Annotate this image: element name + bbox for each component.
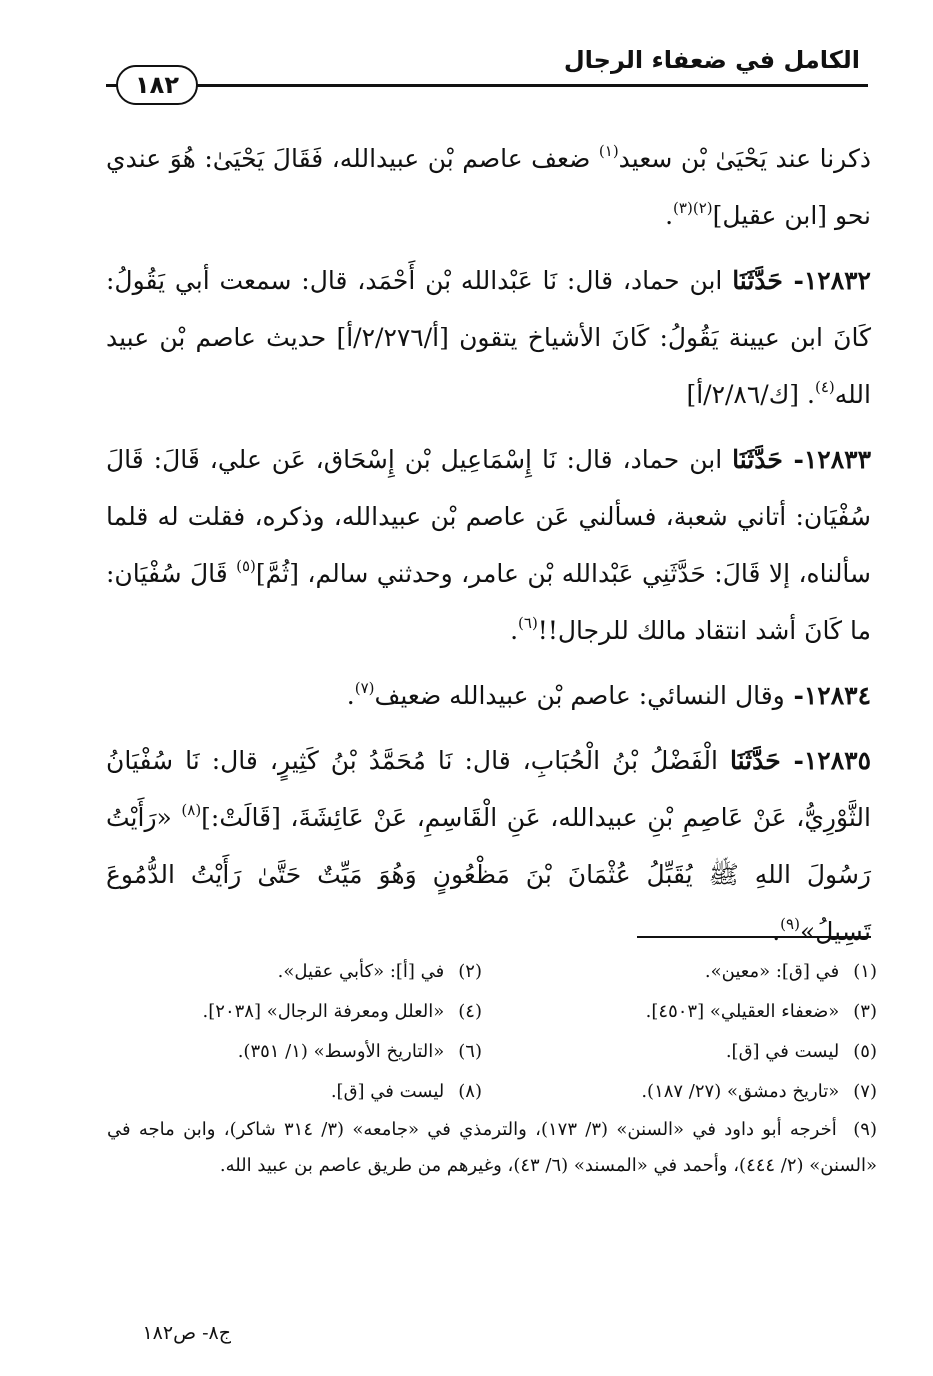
paragraph-text: وقال النسائي: عاصم بْن عبيدالله ضعيف [374,681,785,710]
footnote-item [502,1032,877,1072]
header-rule [106,84,868,87]
paragraph-text: . [772,917,781,946]
footnote-number: (٨) [458,1081,482,1102]
footnote-item [107,952,482,992]
paragraph-text: . [ك/٢/٨٦/أ] [686,380,815,409]
footnote-text: في [ق]: «معين». [704,961,840,982]
paragraph-text: ذكرنا عند يَحْيَىٰ بْن سعيد [618,144,871,173]
paragraph-text: قَالَ سُفْيَان: ما كَانَ أشد انتقاد مالك للرجال!! [106,559,871,645]
paragraph-text: «رَأَيْتُ رَسُولَ اللهِ ﷺ يُقَبِّلُ عُثْمَانَ بْنَ مَظْعُونٍ وَهُوَ مَيِّتٌ حَتَّىٰ رَأَيْتُ الدُّمُوعَ تَسِيلُ» [106,803,871,946]
footnote-text: «العلل ومعرفة الرجال» [٢٠٣٨]. [202,1001,445,1022]
footnote-number: (٥) [853,1041,877,1062]
hadith-12832 [106,252,871,423]
paragraph-text: ضعف عاصم بْن عبيدالله، فَقَالَ يَحْيَىٰ: هُوَ عندي نحو [ابن عقيل] [106,144,871,230]
hadith-number: ١٢٨٣٥- [780,746,871,775]
footnote-text: في [أ]: «كأبي عقيل». [277,961,445,982]
footnote-item [502,952,877,992]
hadith-12835 [106,732,871,960]
paragraph-text: الْفَضْلُ بْنُ الْحُبَابِ، قال: نَا مُحَمَّدُ بْنُ كَثِيرٍ، قال: نَا سُفْيَانُ الثَّوْرِيُّ، عَنْ عَاصِمِ بْنِ عبيدالله، عَنِ الْقَاسِمِ، عَنْ عَائِشَةَ، [قَالَتْ:] [106,746,871,832]
footnote-item [502,992,877,1032]
hadith-number: ١٢٨٣٤- [784,681,871,710]
hadathana-word: حَدَّثَنَا [732,266,783,295]
paragraph-text: ابن حماد، قال: نَا إِسْمَاعِيل بْن إِسْحَاق، عَن علي، قَالَ: قَالَ سُفْيَان: أتاني شعبة، فسألني عَن عاصم بْن عبيدالله، وذكره، فقلت له قلما سألناه، إلا قَالَ: حَدَّثَنِي عَبْدالله بْن عامر، وحدثني سالم، [ثُمَّ] [106,445,871,588]
main-text [106,130,871,968]
footnote-item [107,992,482,1032]
hadathana-word: حَدَّثَنَا [730,746,781,775]
hadith-number: ١٢٨٣٣- [782,445,871,474]
footnote-item [107,1072,482,1112]
footnote-text: «تاريخ دمشق» (٢٧/ ١٨٧). [641,1081,840,1102]
running-title: الكامل في ضعفاء الرجال [563,46,860,74]
footnote-ref[interactable]: (٧) [354,679,375,697]
footnote-text: أخرجه أبو داود في «السنن» (٣/ ١٧٣)، والترمذي في «جامعه» (٣/ ٣١٤ شاكر)، وابن ماجه في «السنن» (٢/ ٤٤٤)، وأحمد في «المسند» (٦/ ٤٣)، وغيرهم من طريق عاصم بن عبيد الله. [107,1119,877,1176]
page-number-badge: ١٨٢ [116,65,198,105]
footnote-text: «ضعفاء العقيلي» [٤٥٠٣]. [645,1001,840,1022]
footnote-number: (٣) [853,1001,877,1022]
footnote-text: ليست في [ق]. [725,1041,840,1062]
footnote-ref[interactable]: (٢)(٣) [673,199,713,217]
footnote-ref[interactable]: (٨) [181,801,202,819]
footnote-number: (١) [853,961,877,982]
footnote-item-9 [107,1112,877,1184]
paragraph-text: . [665,201,674,230]
footnote-number: (٢) [458,961,482,982]
page-reference: ج٨- ص١٨٢ [142,1322,231,1344]
footnote-ref[interactable]: (١) [598,142,619,160]
footnote-ref[interactable]: (٤) [814,378,835,396]
footnote-separator [637,936,871,938]
hadith-number: ١٢٨٣٢- [782,266,871,295]
footnote-number: (٩) [853,1119,877,1140]
footnote-item [107,1032,482,1072]
footnote-ref[interactable]: (٦) [518,614,538,632]
footnote-item [502,1072,877,1112]
footnote-ref[interactable]: (٥) [236,557,256,575]
footnote-number: (٦) [458,1041,482,1062]
paragraph-text: . [510,616,519,645]
paragraph-text: ابن حماد، قال: نَا عَبْدالله بْن أَحْمَد، قال: سمعت أبي يَقُولُ: كَانَ ابن عيينة يَقُولُ: كَانَ الأشياخ يتقون [أ/٢/٢٧٦/أ] حديث عاصم بْن عبيد الله [106,266,871,409]
page-header [106,46,868,106]
footnote-text: «التاريخ الأوسط» (١/ ٣٥١). [237,1041,445,1062]
footnote-text: ليست في [ق]. [330,1081,445,1102]
footnotes [107,952,877,1184]
paragraph-intro [106,130,871,244]
hadith-12833 [106,431,871,659]
footnote-ref[interactable]: (٩) [780,915,800,933]
footnote-number: (٧) [853,1081,877,1102]
paragraph-text: . [346,681,355,710]
hadathana-word: حَدَّثَنَا [732,445,783,474]
footnote-number: (٤) [458,1001,482,1022]
footnote-grid [107,952,877,1112]
hadith-12834 [106,667,871,724]
